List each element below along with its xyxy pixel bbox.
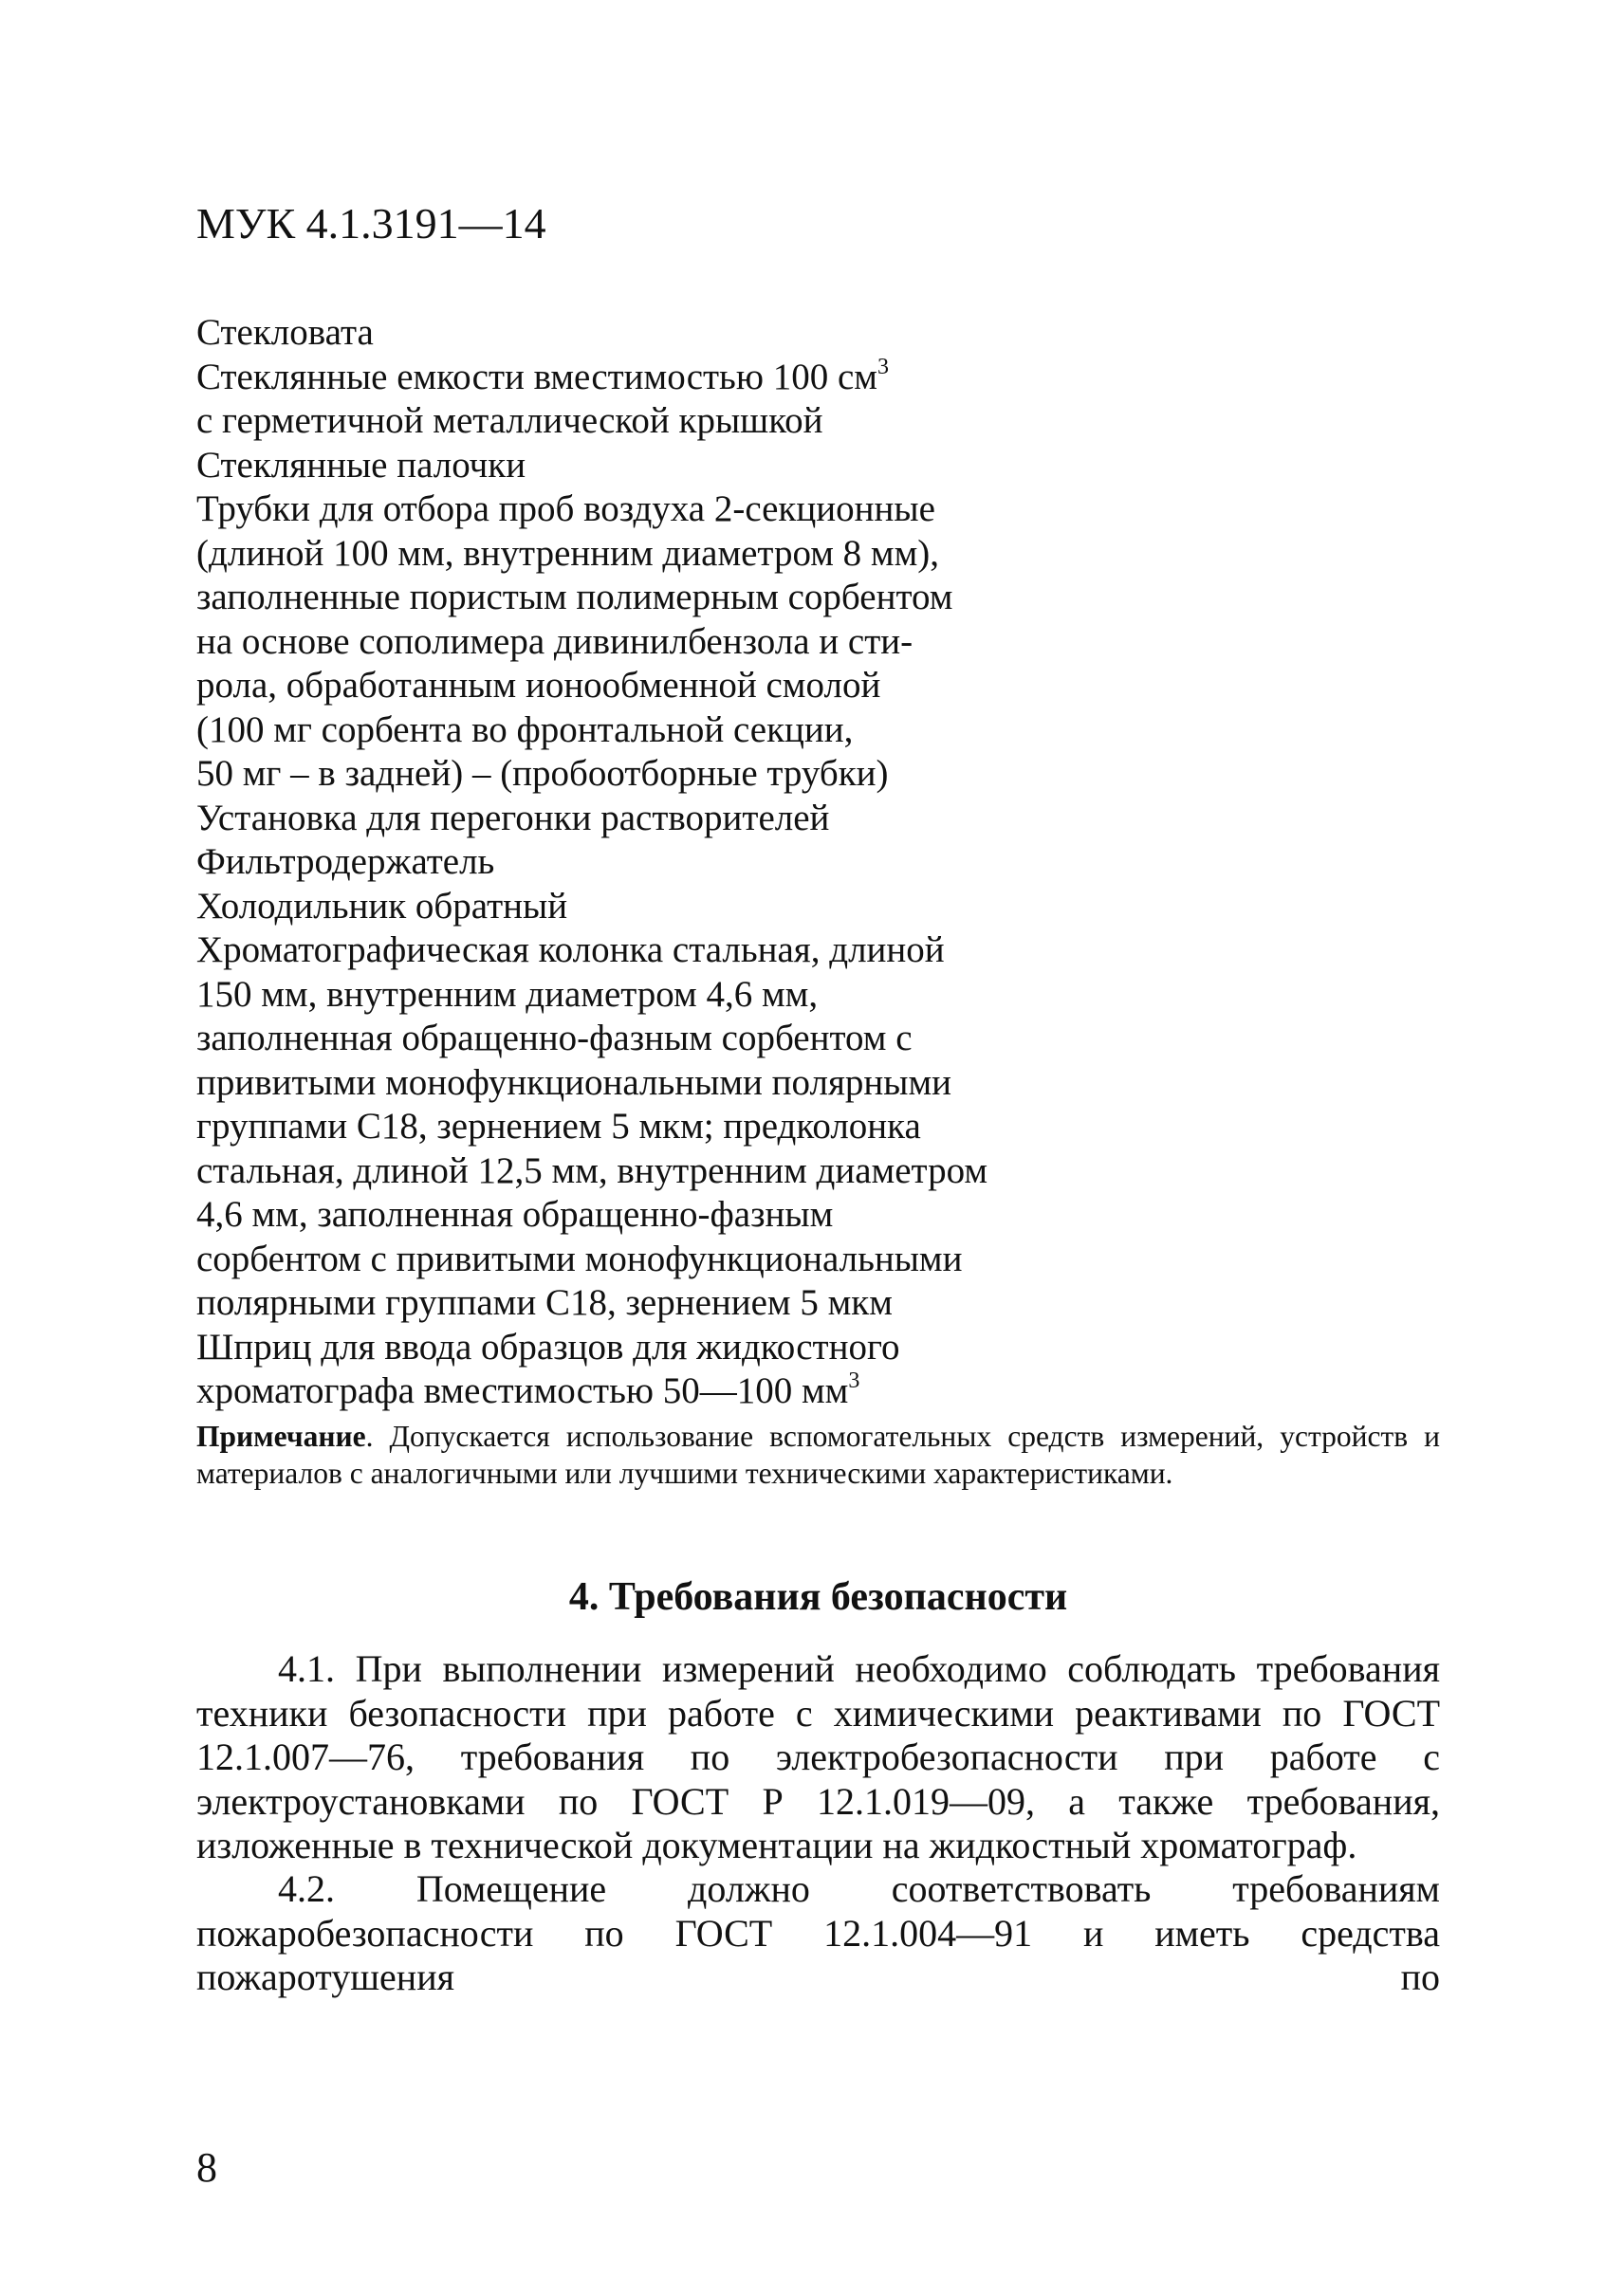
- note-label: Примечание: [196, 1420, 366, 1453]
- section-heading: 4. Требования безопасности: [568, 1575, 1068, 1619]
- list-item: полярными группами С18, зернением 5 мкм: [196, 1282, 893, 1323]
- note: [196, 1418, 1440, 1492]
- equipment-list: [196, 311, 1050, 1414]
- list-item: с герметичной металлической крышкой: [196, 400, 823, 441]
- superscript-cube: 3: [877, 354, 889, 379]
- note-text: . Допускается использование вспомогательных средств измерений, устройств и материалов с аналогичными или лучшими техническими характеристиками.: [196, 1420, 1440, 1490]
- list-item: группами С18, зернением 5 мкм; предколонка: [196, 1106, 921, 1147]
- document-code: МУК 4.1.3191—14: [196, 199, 546, 248]
- list-item: Хроматографическая колонка стальная, длиной: [196, 929, 945, 970]
- list-item: 50 мг – в задней) – (пробоотборные трубки): [196, 753, 889, 794]
- list-item: [196, 1369, 1050, 1414]
- list-item: рола, обработанным ионообменной смолой: [196, 665, 881, 706]
- list-item: на основе сополимера дивинилбензола и сти-: [196, 620, 914, 662]
- list-item: Холодильник обратный: [196, 885, 568, 927]
- list-item: Установка для перегонки растворителей: [196, 797, 830, 838]
- page-number: 8: [196, 2144, 217, 2191]
- list-item: заполненная обращенно-фазным сорбентом с: [196, 1018, 913, 1058]
- list-item: Фильтродержатель: [196, 841, 495, 882]
- list-item: привитыми монофункциональными полярными: [196, 1061, 952, 1103]
- list-item: Трубки для отбора проб воздуха 2-секционные: [196, 488, 935, 529]
- list-item: Стекловата: [196, 312, 374, 353]
- list-item-text: хроматографа вместимостью 50—100 мм: [196, 1370, 849, 1411]
- list-item: 150 мм, внутренним диаметром 4,6 мм,: [196, 973, 819, 1015]
- list-item: заполненные пористым полимерным сорбентом: [196, 577, 953, 617]
- superscript-cube: 3: [848, 1368, 860, 1393]
- paragraph-4-1: 4.1. При выполнении измерений необходимо соблюдать требования техники безопасности при работе с химическими реактивами по ГОСТ 12.1.007—76, требования по электробезопасности при работе с электроустановками по ГОСТ Р 12.1.019—09, а также требования, изложенные в технической документации на жидкостный хроматограф.: [196, 1647, 1440, 1866]
- list-item: стальная, длиной 12,5 мм, внутренним диаметром: [196, 1149, 988, 1191]
- list-item: сорбентом с привитыми монофункциональными: [196, 1238, 963, 1279]
- list-item: (длиной 100 мм, внутренним диаметром 8 мм),: [196, 532, 939, 574]
- list-item-text: Стеклянные емкости вместимостью 100 см: [196, 356, 877, 397]
- list-item: Стеклянные палочки: [196, 444, 526, 486]
- paragraph-4-2: 4.2. Помещение должно соответствовать требованиям пожаробезопасности по ГОСТ 12.1.004—91 и иметь средства пожаротушения по: [196, 1867, 1440, 1998]
- list-item: (100 мг сорбента во фронтальной секции,: [196, 708, 854, 750]
- list-item: 4,6 мм, заполненная обращенно-фазным: [196, 1194, 834, 1235]
- list-item: Шприц для ввода образцов для жидкостного: [196, 1326, 900, 1368]
- list-item: [196, 356, 1050, 400]
